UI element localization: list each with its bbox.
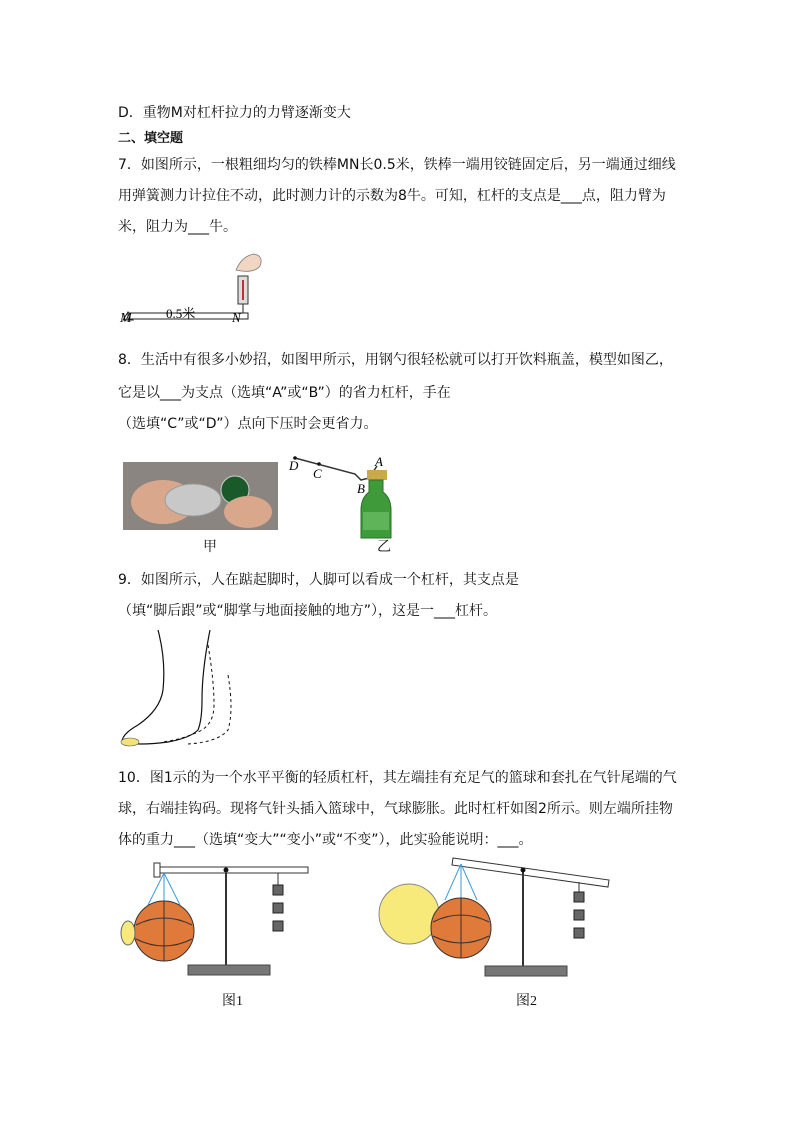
q10-figure-2 (375, 850, 615, 985)
label-c: C (313, 466, 322, 481)
q10-line-1: 10．图1示的为一个水平平衡的轻质杠杆，其左端挂有充足气的篮球和套扎在气针尾端的气 (118, 770, 677, 786)
q9-line-1: 9．如图所示，人在踮起脚时，人脚可以看成一个杠杆，其支点是 (118, 572, 519, 588)
label-d: D (289, 458, 299, 473)
q10-figure-1 (118, 855, 318, 985)
q10-line-3: 体的重力___（选填“变大”“变小”或“不变”），此实验能说明：___。 (118, 832, 533, 848)
q9-line-2: （填“脚后跟”或“脚掌与地面接触的地方”），这是一___杠杆。 (118, 603, 498, 619)
q10-line-2: 球，右端挂钩码。现将气针头插入篮球中，气球膨胀。此时杠杆如图2所示。则左端所挂物 (118, 801, 673, 817)
caption-fig2: 图2 (516, 994, 537, 1009)
q8-line-3: （选填“C”或“D”）点向下压时会更省力。 (118, 416, 378, 432)
q7-figure (118, 248, 268, 328)
q8-line-2: 它是以___为支点（选填“A”或“B”）的省力杠杆，手在 (118, 385, 451, 401)
q9-foot-figure (118, 630, 243, 750)
label-length: 0.5米 (166, 306, 196, 321)
label-n: N (232, 310, 241, 325)
section-heading: 二、填空题 (118, 131, 184, 146)
q8-photo-figure (123, 462, 278, 530)
label-b: B (357, 481, 365, 496)
q7-line-1: 7．如图所示，一根粗细均匀的铁棒MN长0.5米，铁棒一端用铰链固定后，另一端通过细线 (118, 157, 676, 173)
q7-line-3: 米，阻力为___牛。 (118, 219, 237, 235)
label-m: M (120, 311, 132, 326)
label-a: A (375, 454, 383, 469)
q8-line-1: 8．生活中有很多小妙招，如图甲所示，用钢勺很轻松就可以打开饮料瓶盖，模型如图乙， (118, 352, 673, 368)
q8-model-figure (283, 450, 413, 540)
caption-jia: 甲 (203, 540, 217, 555)
q7-line-2: 用弹簧测力计拉住不动，此时测力计的示数为8牛。可知，杠杆的支点是___点，阻力臂为 (118, 188, 666, 204)
caption-yi: 乙 (377, 540, 391, 555)
q6-option-d: D．重物M对杠杆拉力的力臂逐渐变大 (118, 105, 351, 121)
caption-fig1: 图1 (222, 994, 243, 1009)
